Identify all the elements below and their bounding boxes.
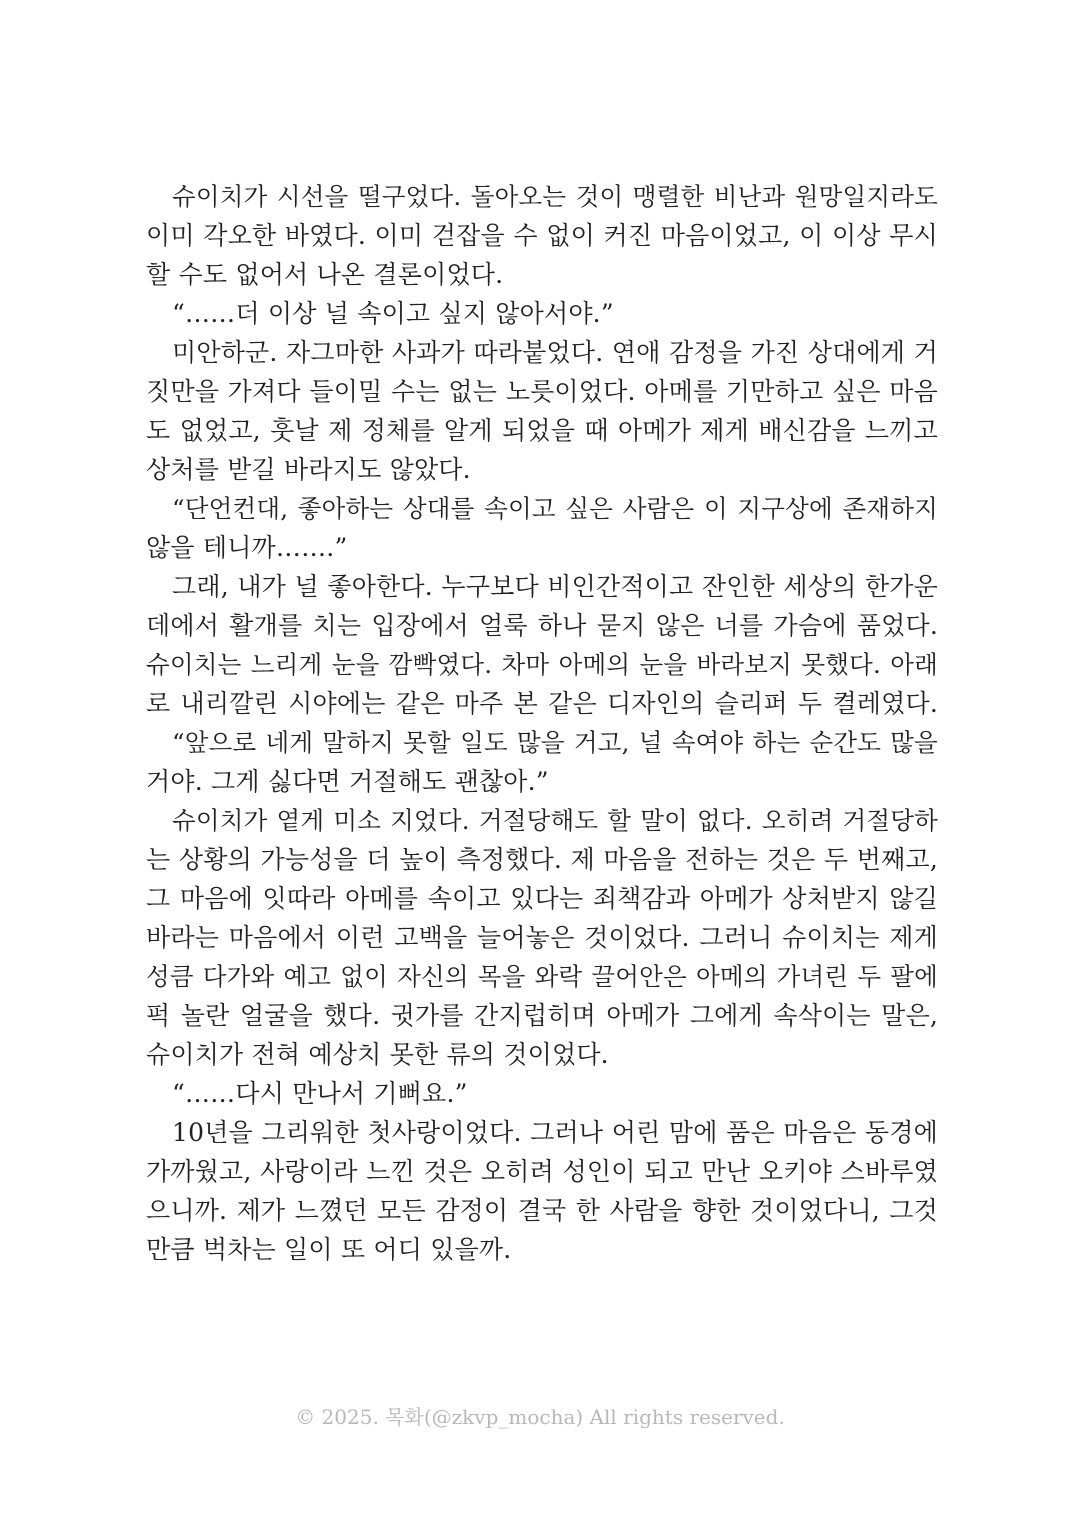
text-line: 슈이치는 느리게 눈을 깜빡였다. 차마 아메의 눈을 바라보지 못했다. 아래 xyxy=(146,650,938,679)
text-line: 그 마음에 잇따라 아메를 속이고 있다는 죄책감과 아메가 상처받지 않길 xyxy=(146,884,938,913)
text-line: 미안하군. 자그마한 사과가 따라붙었다. 연애 감정을 가진 상대에게 거 xyxy=(172,338,938,367)
text-line: 10년을 그리워한 첫사랑이었다. 그러나 어린 맘에 품은 마음은 동경에 xyxy=(172,1118,938,1147)
copyright-footer: © 2025. 목화(@zkvp_mocha) All rights reserved. xyxy=(295,1405,785,1429)
text-line: 퍽 놀란 얼굴을 했다. 귓가를 간지럽히며 아메가 그에게 속삭이는 말은, xyxy=(146,1001,938,1030)
text-line: 데에서 활개를 치는 입장에서 얼룩 하나 묻지 않은 너를 가슴에 품었다. xyxy=(146,611,938,640)
text-line: 슈이치가 옅게 미소 지었다. 거절당해도 할 말이 없다. 오히려 거절당하 xyxy=(172,806,938,835)
text-line: 로 내리깔린 시야에는 같은 마주 본 같은 디자인의 슬리퍼 두 켤레였다. xyxy=(146,689,938,718)
text-line: 으니까. 제가 느꼈던 모든 감정이 결국 한 사람을 향한 것이었다니, 그것 xyxy=(146,1196,938,1225)
text-line: 할 수도 없어서 나온 결론이었다. xyxy=(146,260,504,289)
text-line: 그래, 내가 널 좋아한다. 누구보다 비인간적이고 잔인한 세상의 한가운 xyxy=(172,572,938,601)
text-line: 가까웠고, 사랑이라 느낀 것은 오히려 성인이 되고 만난 오키야 스바루였 xyxy=(146,1157,938,1186)
text-line: 이미 각오한 바였다. 이미 걷잡을 수 없이 커진 마음이었고, 이 이상 무시 xyxy=(146,221,938,250)
text-line: 만큼 벅차는 일이 또 어디 있을까. xyxy=(146,1235,512,1264)
text-line: 상처를 받길 바라지도 않았다. xyxy=(146,455,471,484)
text-line: 슈이치가 시선을 떨구었다. 돌아오는 것이 맹렬한 비난과 원망일지라도 xyxy=(172,182,938,211)
text-line: 슈이치가 전혀 예상치 못한 류의 것이었다. xyxy=(146,1040,609,1069)
dialogue-line: “앞으로 네게 말하지 못할 일도 많을 거고, 널 속여야 하는 순간도 많을 xyxy=(172,728,938,757)
text-line: 바라는 마음에서 이런 고백을 늘어놓은 것이었다. 그러니 슈이치는 제게 xyxy=(146,923,938,952)
story-text xyxy=(146,177,938,1269)
dialogue-line: “단언컨대, 좋아하는 상대를 속이고 싶은 사람은 이 지구상에 존재하지 xyxy=(172,494,938,523)
dialogue-line: “……더 이상 널 속이고 싶지 않아서야.” xyxy=(172,299,614,328)
dialogue-line: “……다시 만나서 기뻐요.” xyxy=(172,1079,468,1108)
text-line: 성큼 다가와 예고 없이 자신의 목을 와락 끌어안은 아메의 가녀린 두 팔에 xyxy=(146,962,938,991)
text-line: 도 없었고, 훗날 제 정체를 알게 되었을 때 아메가 제게 배신감을 느끼고 xyxy=(146,416,938,445)
text-line: 는 상황의 가능성을 더 높이 측정했다. 제 마음을 전하는 것은 두 번째고, xyxy=(146,845,938,874)
text-line: 짓만을 가져다 들이밀 수는 없는 노릇이었다. 아메를 기만하고 싶은 마음 xyxy=(146,377,938,406)
dialogue-line: 않을 테니까…….” xyxy=(146,533,348,562)
dialogue-line: 거야. 그게 싫다면 거절해도 괜찮아.” xyxy=(146,767,549,796)
